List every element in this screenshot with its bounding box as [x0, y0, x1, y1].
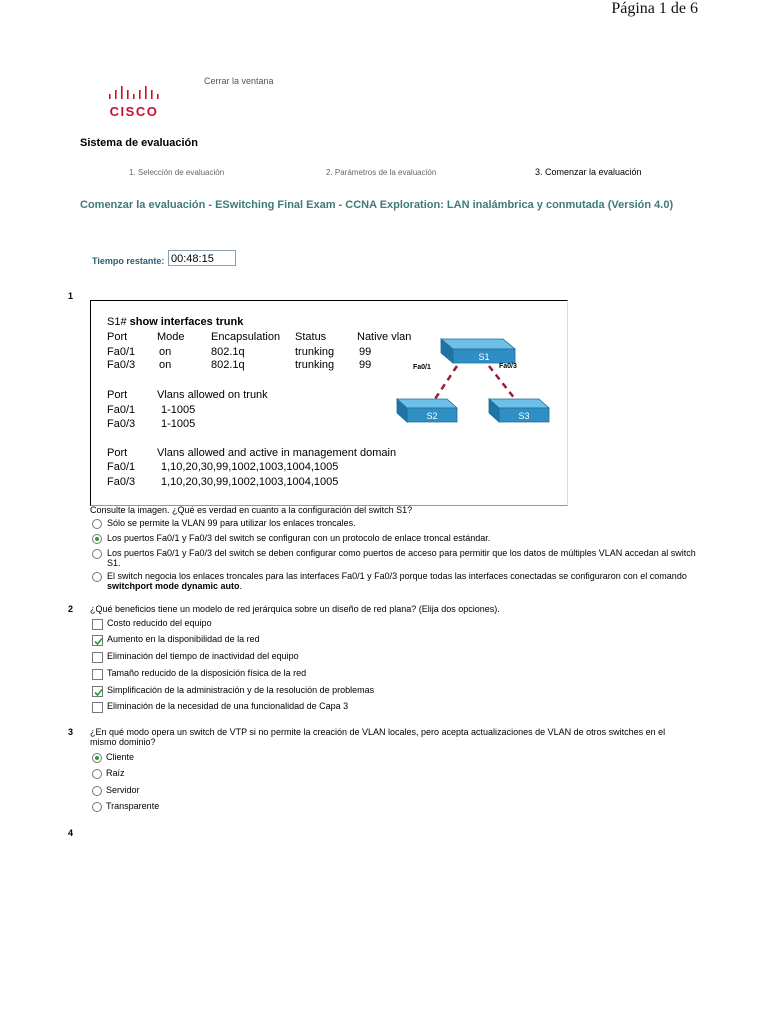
- cisco-logo: [106, 82, 168, 122]
- page-number: Página 1 de 6: [611, 0, 698, 17]
- switch-s2-icon: [397, 399, 457, 422]
- t1-cell: trunking: [295, 346, 335, 358]
- link-s1-s2: [435, 366, 457, 399]
- question-3-number: 3: [68, 727, 74, 737]
- exhibit-image: [90, 300, 568, 506]
- q2-option-5-text: Simplificación de la administración y de la resolución de problemas: [107, 685, 375, 695]
- q1-option-2-text: Los puertos Fa0/1 y Fa0/3 del switch se configuran con un protocolo de enlace troncal estándar.: [107, 533, 491, 543]
- step-parameters: 2. Parámetros de la evaluación: [326, 168, 437, 177]
- t1-cell: 802.1q: [211, 359, 245, 371]
- question-1-number: 1: [68, 291, 74, 301]
- t3-cell: 1,10,20,30,99,1002,1003,1004,1005: [161, 461, 339, 473]
- step-selection: 1. Selección de evaluación: [129, 168, 225, 177]
- t2-cell: Fa0/3: [107, 418, 136, 430]
- t2-cell: 1-1005: [161, 418, 196, 430]
- t1-header-port: Port: [107, 331, 128, 343]
- q2-option-6-text: Eliminación de la necesidad de una funcionalidad de Capa 3: [107, 701, 349, 711]
- t2-cell: Fa0/1: [107, 404, 136, 416]
- logo-wordmark: CISCO: [109, 104, 159, 119]
- topology-diagram: [391, 321, 561, 436]
- t1-header-status: Status: [295, 331, 327, 343]
- q2-option-5-checkbox[interactable]: [92, 686, 103, 697]
- q2-option-3-text: Eliminación del tiempo de inactividad del equipo: [107, 651, 299, 661]
- exam-title: Comenzar la evaluación - ESwitching Final Exam - CCNA Exploration: LAN inalámbrica y conmutada (Versión 4.0): [80, 199, 674, 211]
- q2-option-1-checkbox[interactable]: [92, 619, 103, 630]
- q3-option-2-text: Raíz: [106, 768, 125, 778]
- t2-header-port: Port: [107, 389, 128, 401]
- t1-cell: trunking: [295, 359, 335, 371]
- t1-cell: Fa0/3: [107, 359, 136, 371]
- q1-option-3-text: Los puertos Fa0/1 y Fa0/3 del switch se deben configurar como puertos de acceso para permitir que los datos de múltiples VLAN accedan al switch S1.: [107, 548, 696, 568]
- q2-option-1-text: Costo reducido del equipo: [107, 618, 212, 628]
- q2-option-6-checkbox[interactable]: [92, 702, 103, 713]
- system-title: Sistema de evaluación: [80, 137, 198, 149]
- t2-header-vlans: Vlans allowed on trunk: [157, 389, 268, 401]
- t1-header-native-vlan: Native vlan: [357, 331, 412, 343]
- q1-option-4-text: [107, 572, 697, 591]
- t1-header-encapsulation: Encapsulation: [211, 331, 281, 343]
- q2-option-4-checkbox[interactable]: [92, 669, 103, 680]
- question-4-number: 4: [68, 828, 74, 838]
- time-remaining-label: Tiempo restante:: [92, 256, 165, 266]
- t1-header-mode: Mode: [157, 331, 185, 343]
- step-start: 3. Comenzar la evaluación: [535, 167, 642, 177]
- q1-option-1-radio[interactable]: [92, 519, 102, 529]
- t3-cell: Fa0/1: [107, 461, 136, 473]
- cli-prompt: S1#: [107, 316, 127, 328]
- t1-cell: 99: [359, 359, 372, 371]
- time-remaining-field: 00:48:15: [168, 250, 236, 266]
- question-1-text: Consulte la imagen. ¿Qué es verdad en cuanto a la configuración del switch S1?: [90, 505, 413, 515]
- switch-s1-label: S1: [478, 352, 490, 362]
- t3-header-port: Port: [107, 447, 128, 459]
- switch-s3-label: S3: [518, 411, 530, 421]
- cli-command: show interfaces trunk: [129, 316, 244, 328]
- t1-cell: on: [159, 346, 172, 358]
- q3-option-4-radio[interactable]: [92, 802, 102, 812]
- steps-bar: [0, 167, 768, 181]
- q1-option-3-radio[interactable]: [92, 549, 102, 559]
- q3-option-4-text: Transparente: [106, 801, 160, 811]
- q2-option-3-checkbox[interactable]: [92, 652, 103, 663]
- q1-option-4-radio[interactable]: [92, 572, 102, 582]
- q1-option-4-main: El switch negocia los enlaces troncales para las interfaces Fa0/1 y Fa0/3 porque todas las interfaces conectadas se configuraron con el comando: [107, 571, 687, 581]
- q3-option-3-text: Servidor: [106, 785, 140, 795]
- t1-cell: 802.1q: [211, 346, 245, 358]
- q3-option-1-text: Cliente: [106, 752, 135, 762]
- q2-option-2-text: Aumento en la disponibilidad de la red: [107, 634, 260, 644]
- question-3-text: ¿En qué modo opera un switch de VTP si no permite la creación de VLAN locales, pero acepta actualizaciones de VLAN de otros switches en el mismo dominio?: [90, 727, 666, 747]
- q2-option-2-checkbox[interactable]: [92, 635, 103, 646]
- q3-option-2-radio[interactable]: [92, 769, 102, 779]
- port-label-fa03: Fa0/3: [499, 363, 517, 370]
- q3-option-3-radio[interactable]: [92, 786, 102, 796]
- t1-cell: on: [159, 359, 172, 371]
- checkmark-icon: [93, 636, 104, 647]
- link-s1-s3: [489, 366, 515, 399]
- cli-command-line: [107, 316, 243, 328]
- question-2-text: ¿Qué beneficios tiene un modelo de red jerárquica sobre un diseño de red plana? (Elija dos opciones).: [90, 604, 500, 614]
- q1-option-2-radio[interactable]: [92, 534, 102, 544]
- t3-cell: 1,10,20,30,99,1002,1003,1004,1005: [161, 476, 339, 488]
- checkmark-icon: [93, 687, 104, 698]
- t1-cell: Fa0/1: [107, 346, 136, 358]
- switch-s3-icon: [489, 399, 549, 422]
- q2-option-4-text: Tamaño reducido de la disposición física de la red: [107, 668, 307, 678]
- q1-option-1-text: Sólo se permite la VLAN 99 para utilizar los enlaces troncales.: [107, 518, 356, 528]
- close-window-link[interactable]: Cerrar la ventana: [204, 76, 274, 86]
- t3-cell: Fa0/3: [107, 476, 136, 488]
- q1-option-4-period: .: [239, 580, 243, 591]
- port-label-fa01: Fa0/1: [413, 364, 431, 371]
- q1-option-4-command: switchport mode dynamic auto: [107, 580, 240, 591]
- switch-s1-icon: [441, 339, 515, 363]
- switch-s2-label: S2: [426, 411, 438, 421]
- t2-cell: 1-1005: [161, 404, 196, 416]
- cisco-bars-icon: [106, 82, 168, 122]
- t3-header-vlans: Vlans allowed and active in management domain: [157, 447, 397, 459]
- question-2-number: 2: [68, 604, 74, 614]
- t1-cell: 99: [359, 346, 372, 358]
- q3-option-1-radio[interactable]: [92, 753, 102, 763]
